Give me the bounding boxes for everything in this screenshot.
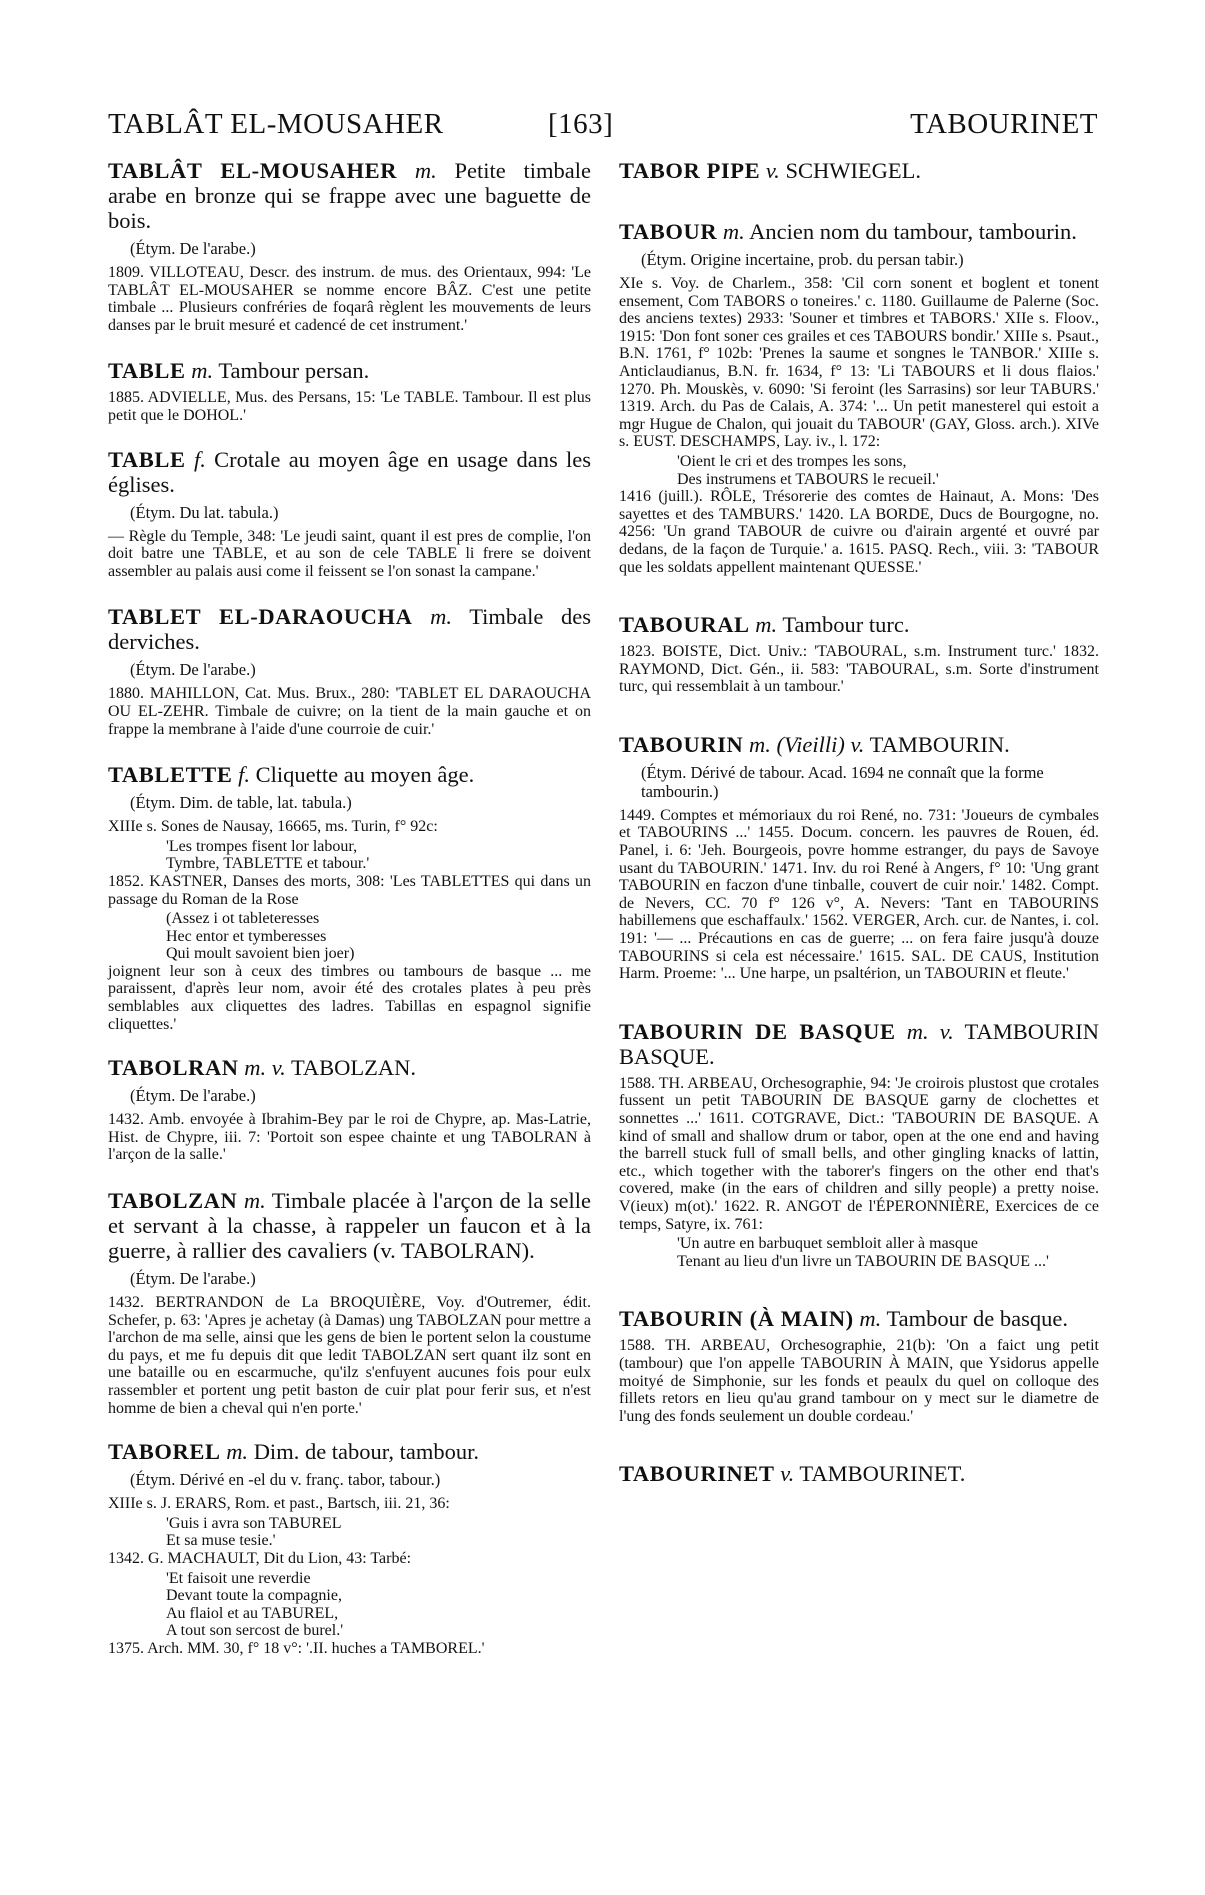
- definition: Ancien nom du tambour, tambourin.: [749, 219, 1077, 244]
- headword: TABOLRAN: [108, 1055, 239, 1081]
- page-header: [108, 108, 1098, 148]
- dictionary-entry: [619, 1306, 1099, 1425]
- headword-line: [619, 732, 1099, 757]
- definition: Timbale placée à l'arçon de la selle et servant à la chasse, à rappeler un faucon et à la guerre, à rallier des cavaliers (v. TABOLRAN).: [108, 1188, 592, 1264]
- grammatical-label: m. v.: [906, 1018, 954, 1044]
- grammatical-label: m. (Vieilli) v.: [749, 731, 865, 757]
- citation: — Règle du Temple, 348: 'Le jeudi saint, quant il est pres de complie, l'on doit batre une TABLE, et au son de cele TABLE li frere se doivent assembler au palais ausi come il feissent se l'on sonast la campane.': [108, 527, 591, 580]
- verse-quotation: 'Oient le cri et des trompes les sons, Des instrumens et TABOURS le recueil.': [677, 452, 939, 488]
- etymology: (Étym. De l'arabe.): [130, 1269, 256, 1289]
- headword: TABOURAL: [619, 612, 750, 638]
- definition: Timbale des derviches.: [108, 604, 591, 655]
- grammatical-label: f.: [193, 446, 206, 472]
- headword-line: [619, 1461, 1099, 1486]
- grammatical-label: v.: [780, 1461, 795, 1487]
- headword-line: [619, 1019, 1099, 1069]
- headword: TABLÂT EL-MOUSAHER: [108, 158, 398, 183]
- headword: TABOR PIPE: [619, 158, 761, 183]
- verse-quotation: 'Les trompes fisent lor labour, Tymbre, TABLETTE et tabour.': [166, 837, 370, 873]
- citation: 1885. ADVIELLE, Mus. des Persans, 15: 'Le TABLE. Tambour. Il est plus petit que le DOHOL.': [108, 389, 591, 424]
- headword: TABLET EL-DARAOUCHA: [108, 604, 413, 630]
- running-head-left: TABLÂT EL-MOUSAHER: [108, 108, 444, 140]
- grammatical-label: m.: [722, 219, 745, 244]
- dictionary-entry: [619, 219, 1099, 576]
- right-column: [619, 158, 1099, 1492]
- headword: TABLE: [108, 358, 186, 384]
- dictionary-entry: [108, 762, 591, 1033]
- grammatical-label: m.: [191, 358, 214, 384]
- citation: XIe s. Voy. de Charlem., 358: 'Cil corn sonent et boglent et tonent ensement, Com TABORS o toneires.' c. 1180. Guillaume de Palerne (Soc. des anciens textes) 2933: 'Souner et timbres et TABORS.' XIIe s. Floov., 1915: 'Don font soner ces grailes et ces TABOURS bondir.' XIIIe s. Psaut., B.N. 1761, f° 102b: 'Prenes la saume et songnes le TANBOR.' XIIIe s. Anticlaudianus, B.N. fr. 1634, f° 13: 'Li TABOURS et li dous flaios.' 1270. Ph. Mouskès, v. 6090: 'Si feroint (les Sarrasins) sor leur TABURS.' 1319. Arch. du Pas de Calais, A. 374: '... Un petit manesterel qui estoit a mgr Hugue de Chalon, qui jouait du TABOUR' (GAY, Gloss. arch.). XIVe s. EUST. DESCHAMPS, Lay. iv., l. 172:: [619, 275, 1099, 451]
- left-column: [108, 158, 591, 1660]
- grammatical-label: m.: [226, 1439, 249, 1465]
- grammatical-label: v.: [765, 158, 780, 183]
- grammatical-label: m.: [755, 612, 778, 638]
- etymology: (Étym. Dim. de table, lat. tabula.): [130, 793, 352, 813]
- grammatical-label: m.: [430, 604, 452, 630]
- dictionary-entry: [108, 1188, 591, 1417]
- headword-line: [619, 1306, 1099, 1331]
- definition: TABOLZAN.: [290, 1055, 417, 1081]
- verse-quotation: 'Et faisoit une reverdie Devant toute la compagnie, Au flaiol et au TABUREL, A tout son sercost de burel.': [166, 1569, 344, 1640]
- etymology: (Étym. De l'arabe.): [130, 660, 256, 680]
- definition: SCHWIEGEL.: [785, 158, 922, 183]
- headword-line: [619, 219, 1099, 244]
- citation: 1588. TH. ARBEAU, Orchesographie, 94: 'Je croirois plustost que crotales fussent un petit TABOURIN DE BASQUE garny de clochettes et sonnettes ...' 1611. COTGRAVE, Dict.: 'TABOURIN DE BASQUE. A kind of small and shallow drum or tabor, open at the one end and having the barrell stuck full of small bells, and other gingling knacks of lattin, etc., which together with the taborer's fingers on the other end that's covered, make (in the ears of children and silly people) a pretty noise. V(ieux) m(ot).' 1622. R. ANGOT de l'ÉPERONNIÈRE, Exercices de ce temps, Satyre, ix. 761:: [619, 1074, 1099, 1233]
- headword-line: [108, 158, 591, 233]
- etymology: (Étym. Origine incertaine, prob. du persan tabir.): [641, 250, 964, 269]
- headword: TABOURIN (À MAIN): [619, 1306, 854, 1332]
- dictionary-entry: [619, 1019, 1099, 1271]
- dictionary-entry: [108, 358, 591, 424]
- citation: 1416 (juill.). RÔLE, Trésorerie des comtes de Hainaut, A. Mons: 'Des sayettes et des TAMBURS.' 1420. LA BORDE, Ducs de Bourgogne, no. 4256: 'Un grand TABOUR de cuivre ou d'airain argenté et ouvré par dedans, de la façon de Turquie.' a. 1615. PASQ. Rech., viii. 3: 'TABOUR que les soldats appellent maintenant QUESSE.': [619, 488, 1099, 576]
- headword: TABOURINET: [619, 1461, 775, 1487]
- dictionary-entry: [108, 604, 591, 738]
- etymology: (Étym. De l'arabe.): [130, 239, 256, 258]
- dictionary-entry: [619, 732, 1099, 983]
- headword: TABOUR: [619, 219, 718, 244]
- grammatical-label: m.: [859, 1306, 882, 1332]
- dictionary-entry: [108, 1439, 591, 1657]
- definition: TAMBOURIN.: [869, 731, 1010, 757]
- definition: TAMBOURIN BASQUE.: [619, 1018, 1099, 1069]
- headword-line: [108, 358, 591, 383]
- dictionary-entry: [108, 1055, 591, 1164]
- dictionary-entry: [619, 612, 1099, 696]
- verse-quotation: 'Guis i avra son TABUREL Et sa muse tesie.': [166, 1514, 342, 1550]
- definition: Tambour turc.: [782, 612, 910, 638]
- grammatical-label: f.: [238, 762, 250, 788]
- citation: 1880. MAHILLON, Cat. Mus. Brux., 280: 'TABLET EL DARAOUCHA OU EL-ZEHR. Timbale de cuivre; on la tient de la main gauche et on frappe la membrane à l'aide d'une courroie de cuir.': [108, 685, 591, 738]
- citation: 1432. BERTRANDON de La BROQUIÈRE, Voy. d'Outremer, édit. Schefer, p. 63: 'Apres je achetay (à Damas) ung TABOLZAN pour mettre a l'archon de ma selle, ainsi que les gens de bien le portent selon la coustume du pays, et me fu depuis dit que ledit TABOLZAN sert quant ilz sont en une bataille ou en escarmuche, qu'ilz s'enfuyent aucunes fois pour eulx rassembler et portent ung petit baston de cuir plat pour ferir sus, et n'est homme de bien a cheval qui n'en porte.': [108, 1294, 591, 1417]
- headword-line: [108, 447, 591, 497]
- etymology: (Étym. De l'arabe.): [130, 1086, 256, 1106]
- headword-line: [108, 1439, 591, 1464]
- definition: Cliquette au moyen âge.: [255, 762, 475, 788]
- headword: TABLETTE: [108, 762, 233, 788]
- dictionary-entry: [108, 158, 591, 334]
- citation: XIIIe s. Sones de Nausay, 16665, ms. Turin, f° 92c:: [108, 818, 438, 836]
- definition: Tambour persan.: [218, 358, 370, 384]
- verse-quotation: 'Un autre en barbuquet sembloit aller à masque Tenant au lieu d'un livre un TABOURIN DE BASQUE ...': [677, 1235, 1049, 1270]
- headword-line: [108, 1055, 591, 1080]
- citation: 1588. TH. ARBEAU, Orchesographie, 21(b): 'On a faict ung petit (tambour) que l'on appelle TABOURIN À MAIN, que Ysidorus appelle moityé de Simphonie, sur les fonds et peaulx du quel on colloque des fillets retors en lieu qu'au grand tambour on y mect sur le diametre de l'ung des fonds seulement un double cordeau.': [619, 1337, 1099, 1425]
- citation: 1432. Amb. envoyée à Ibrahim-Bey par le roi de Chypre, ap. Mas-Latrie, Hist. de Chypre, iii. 7: 'Portoit son espee chainte et ung TABOLRAN à l'arçon de la salle.': [108, 1111, 591, 1164]
- etymology: (Étym. Dérivé en -el du v. franç. tabor, tabour.): [130, 1470, 441, 1490]
- headword-line: [619, 612, 1099, 637]
- grammatical-label: m.: [243, 1188, 266, 1214]
- citation: 1375. Arch. MM. 30, f° 18 v°: '.II. huches a TAMBOREL.': [108, 1639, 485, 1657]
- headword: TABOURIN DE BASQUE: [619, 1018, 896, 1044]
- definition: Petite timbale arabe en bronze qui se frappe avec une baguette de bois.: [108, 158, 592, 233]
- etymology: (Étym. Du lat. tabula.): [130, 502, 279, 522]
- grammatical-label: m.: [414, 158, 437, 183]
- dictionary-entry: [619, 1461, 1099, 1486]
- citation: 1449. Comptes et mémoriaux du roi René, no. 731: 'Joueurs de cymbales et TABOURINS ...' 1455. Docum. concern. les pauvres de Rouen, éd. Panel, i. 6: 'Jeh. Bourgeois, povre homme estranger, du pays de Savoye usant du TABOURIN.' 1471. Inv. du roi René à Angers, f° 10: 'Ung grant TABOURIN en faczon d'une tinballe, couvert de cuir noir.' 1482. Compt. de Nevers, CC. 70 f° 126 v°, A. Nevers: 'Tant en TABOURINS habillemens que eschaffaulx.' 1562. VERGER, Arch. cur. de Nantes, i. col. 191: '— ... Précautions en cas de guerre; ... on fera faire jusqu'à douze TABOURINS si cela est nécessaire.' 1615. SAL. DE CAUS, Institution Harm. Proeme: '... Une harpe, un psaltérion, un TABOURIN et fleute.': [619, 806, 1099, 983]
- definition: Dim. de tabour, tambour.: [253, 1439, 479, 1465]
- headword-line: [108, 604, 591, 654]
- grammatical-label: m. v.: [244, 1055, 286, 1081]
- running-head-right: TABOURINET: [910, 108, 1098, 140]
- headword: TABOREL: [108, 1439, 221, 1465]
- citation: joignent leur son à ceux des timbres ou tambours de basque ... me paraissent, d'après leur nom, avoir été des crotales plates à peu près semblables aux cliquettes des ladres. Tabillas en espagnol signifie cliquettes.': [108, 962, 591, 1033]
- etymology: (Étym. Dérivé de tabour. Acad. 1694 ne connaît que la forme tambourin.): [641, 762, 1044, 801]
- citation: 1342. G. MACHAULT, Dit du Lion, 43: Tarbé:: [108, 1549, 412, 1567]
- headword-line: [108, 762, 591, 787]
- headword-line: [619, 158, 1099, 183]
- headword: TABOLZAN: [108, 1188, 238, 1214]
- definition: Tambour de basque.: [886, 1306, 1068, 1332]
- dictionary-entry: [619, 158, 1099, 183]
- citation: XIIIe s. J. ERARS, Rom. et past., Bartsch, iii. 21, 36:: [108, 1495, 450, 1513]
- definition: Crotale au moyen âge en usage dans les églises.: [108, 446, 592, 497]
- headword: TABOURIN: [619, 731, 744, 757]
- citation: 1852. KASTNER, Danses des morts, 308: 'Les TABLETTES qui dans un passage du Roman de la Rose: [108, 872, 591, 908]
- citation: 1809. VILLOTEAU, Descr. des instrum. de mus. des Orientaux, 994: 'Le TABLÂT EL-MOUSAHER se nomme encore BÂZ. C'est une petite timbale ... Plusieurs confréries de foqarâ règlent les mouvements de leurs danses par le bruit mesuré et cadencé de cet instrument.': [108, 264, 591, 334]
- definition: TAMBOURINET.: [799, 1461, 966, 1487]
- citation: 1823. BOISTE, Dict. Univ.: 'TABOURAL, s.m. Instrument turc.' 1832. RAYMOND, Dict. Gén., ii. 583: 'TABOURAL, s.m. Sorte d'instrument turc, qui ressemblait à un tambour.': [619, 643, 1099, 696]
- headword-line: [108, 1188, 591, 1263]
- verse-quotation: (Assez i ot tableteresses Hec entor et tymberesses Qui moult savoient bien joer): [166, 910, 355, 963]
- page-number: [163]: [548, 108, 614, 140]
- headword: TABLE: [108, 446, 186, 472]
- dictionary-entry: [108, 447, 591, 581]
